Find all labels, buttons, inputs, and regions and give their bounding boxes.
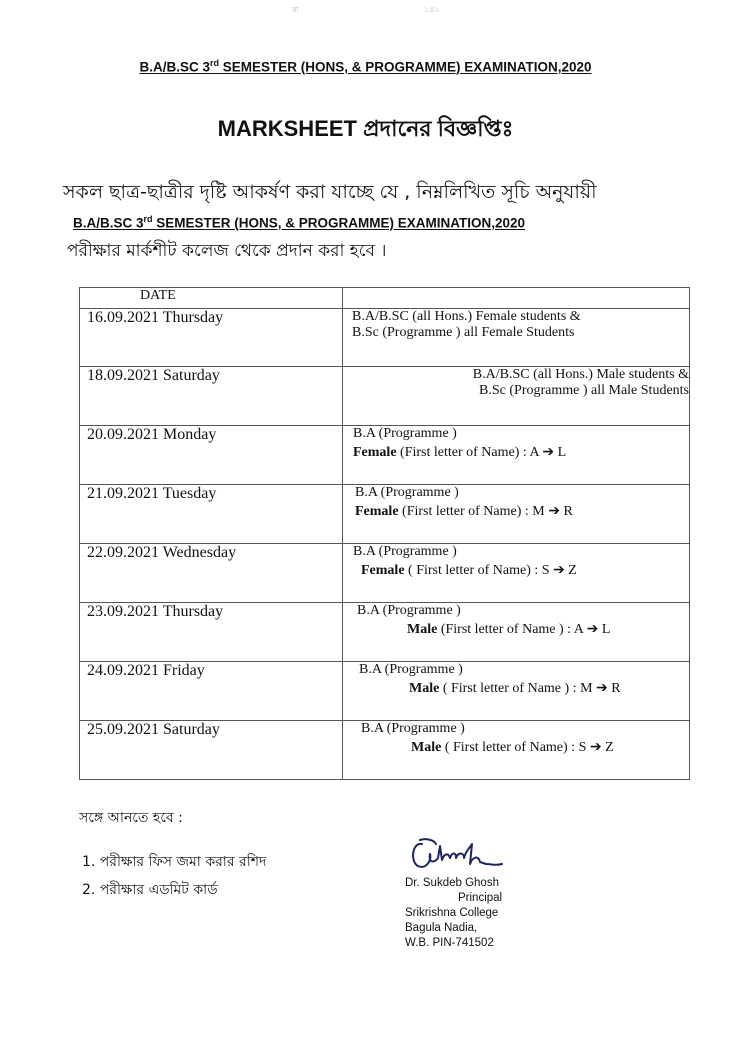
intro-line-2-prefix: B.A/B.SC 3 <box>73 215 144 231</box>
row-date: 18.09.2021 Saturday <box>80 367 343 426</box>
row-desc-line1: B.A (Programme ) <box>353 544 457 559</box>
row-desc-line2: (First letter of Name) : A ➔ L <box>396 445 567 460</box>
row-desc-line1: B.A/B.SC (all Hons.) Female students & <box>352 309 581 324</box>
row-date: 22.09.2021 Wednesday <box>80 544 343 603</box>
header-desc-cell <box>343 288 690 309</box>
row-gender: Male <box>411 740 442 755</box>
row-desc <box>343 309 690 367</box>
principal-designation: Principal <box>458 892 503 904</box>
table-row <box>80 544 690 603</box>
row-desc-line2: B.Sc (Programme ) all Male Students <box>479 383 689 398</box>
table-header-row <box>80 288 690 309</box>
row-desc-line1: B.A (Programme ) <box>355 485 459 500</box>
intro-line-2-sup: rd <box>143 214 153 224</box>
row-desc <box>343 603 690 662</box>
row-desc-line2: (First letter of Name ) : A ➔ L <box>437 622 611 637</box>
intro-line-3: পরীক্ষার মার্কশীট কলেজ থেকে প্রদান করা হবে । <box>67 241 387 261</box>
row-date: 20.09.2021 Monday <box>80 426 343 485</box>
row-desc <box>343 662 690 721</box>
scan-mark-right: ১৪১ <box>424 5 440 14</box>
table-row <box>80 485 690 544</box>
table-row <box>80 603 690 662</box>
row-date: 21.09.2021 Tuesday <box>80 485 343 544</box>
table-row <box>80 367 690 426</box>
list-item: 2. পরীক্ষার এডমিট কার্ড <box>82 882 218 898</box>
intro-line-2 <box>73 214 525 231</box>
row-desc-line1: B.A/B.SC (all Hons.) Male students & <box>472 367 689 382</box>
row-gender: Male <box>409 681 440 696</box>
signature-scribble-icon <box>408 834 508 878</box>
row-desc-line2: B.Sc (Programme ) all Female Students <box>352 325 575 340</box>
principal-name: Dr. Sukdeb Ghosh <box>405 877 499 889</box>
schedule-table <box>79 287 690 780</box>
row-desc-line1: B.A (Programme ) <box>361 721 465 736</box>
row-desc <box>343 721 690 780</box>
exam-header-prefix: B.A/B.SC 3 <box>139 59 210 75</box>
row-gender: Female <box>353 445 397 460</box>
table-row <box>80 662 690 721</box>
row-date: 25.09.2021 Saturday <box>80 721 343 780</box>
row-date: 23.09.2021 Thursday <box>80 603 343 662</box>
intro-line-1: সকল ছাত্র-ছাত্রীর দৃষ্টি আকর্ষণ করা যাচ্ছে যে , নিম্নলিখিত সূচি অনুযায়ী <box>63 181 597 203</box>
page-title: MARKSHEET প্রদানের বিজ্ঞপ্তিঃ <box>217 116 514 141</box>
exam-header-suffix: SEMESTER (HONS, & PROGRAMME) EXAMINATION,2020 <box>218 59 592 75</box>
row-desc-line1: B.A (Programme ) <box>359 662 463 677</box>
college-name: Srikrishna College <box>405 907 499 919</box>
exam-header-sup: rd <box>209 58 219 68</box>
list-item: 1. পরীক্ষার ফিস জমা করার রশিদ <box>82 854 267 870</box>
row-desc-line2: ( First letter of Name ) : M ➔ R <box>439 681 621 696</box>
row-date: 16.09.2021 Thursday <box>80 309 343 367</box>
footer-list <box>82 850 266 906</box>
row-desc <box>343 485 690 544</box>
row-gender: Female <box>355 504 399 519</box>
intro-line-2-suffix: SEMESTER (HONS, & PROGRAMME) EXAMINATION,2020 <box>152 215 526 231</box>
exam-header <box>0 58 731 75</box>
row-desc-line2: ( First letter of Name) : S ➔ Z <box>404 563 577 578</box>
row-gender: Female <box>361 563 405 578</box>
row-desc <box>343 544 690 603</box>
header-date-cell: DATE <box>80 288 343 309</box>
row-desc-line1: B.A (Programme ) <box>357 603 461 618</box>
row-gender: Male <box>407 622 438 637</box>
row-desc-line1: B.A (Programme ) <box>353 426 457 441</box>
table-row <box>80 309 690 367</box>
college-pin: W.B. PIN-741502 <box>405 937 494 949</box>
row-date: 24.09.2021 Friday <box>80 662 343 721</box>
table-row <box>80 721 690 780</box>
row-desc <box>343 367 690 426</box>
row-desc <box>343 426 690 485</box>
row-desc-line2: (First letter of Name) : M ➔ R <box>398 504 573 519</box>
footer-label: সঙ্গে আনতে হবে : <box>79 810 183 826</box>
college-place: Bagula Nadia, <box>405 922 478 934</box>
table-row <box>80 426 690 485</box>
scan-mark-left: ৱা <box>292 5 300 14</box>
row-desc-line2: ( First letter of Name) : S ➔ Z <box>441 740 614 755</box>
signature-block <box>405 876 502 951</box>
